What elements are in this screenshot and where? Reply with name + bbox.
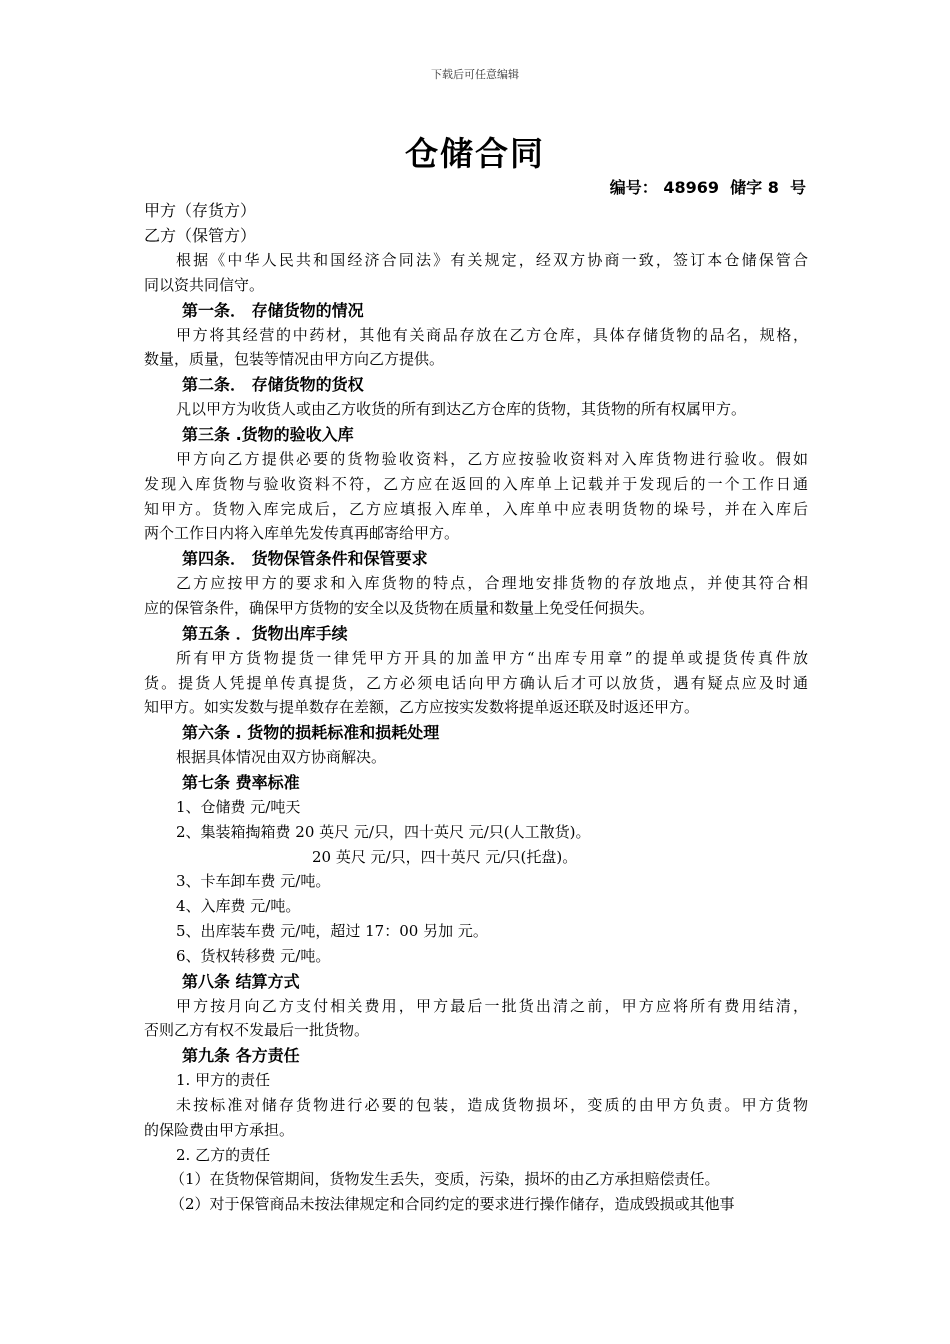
article-7-heading: 第七条 费率标准 (182, 772, 300, 792)
fee-item: 3、卡车卸车费 元/吨。 (176, 872, 331, 891)
article-6-heading: 第六条 . 货物的损耗标准和损耗处理 (182, 723, 440, 743)
article-6-line: 根据具体情况由双方协商解决。 (176, 748, 387, 767)
fee-item: 1、仓储费 元/吨天 (176, 797, 301, 816)
article-9-line: 1. 甲方的责任 (176, 1071, 271, 1090)
article-5-heading: 第五条 ．货物出库手续 (182, 623, 348, 643)
article-9-line: 的保险费由甲方承担。 (144, 1120, 295, 1139)
fee-item: 2、集装箱掏箱费 20 英尺 元/只，四十英尺 元/只(人工散货)。 (176, 822, 591, 841)
article-8-heading: 第八条 结算方式 (182, 971, 300, 991)
article-1-line: 数量，质量，包装等情况由甲方向乙方提供。 (144, 350, 445, 369)
article-9-line: 2. 乙方的责任 (176, 1145, 271, 1164)
article-9-heading: 第九条 各方责任 (182, 1046, 300, 1066)
article-8-line: 否则乙方有权不发最后一批货物。 (144, 1021, 370, 1040)
preamble-line: 根据《中华人民共和国经济合同法》有关规定，经双方协商一致，签订本仓储保管合 (176, 251, 808, 269)
party-a: 甲方（存货方） (144, 201, 257, 220)
article-9-line: 未按标准对储存货物进行必要的包装，造成货物损坏，变质的由甲方负责。甲方货物 (176, 1095, 808, 1114)
preamble-line: 同以资共同信守。 (144, 275, 265, 294)
article-3-line: 两个工作日内将入库单先发传真再邮寄给甲方。 (144, 524, 460, 543)
article-4-line: 乙方应按甲方的要求和入库货物的特点，合理地安排货物的存放地点，并使其符合相 (176, 574, 808, 593)
party-b: 乙方（保管方） (144, 226, 257, 245)
contract-body (144, 198, 808, 1217)
document-title: 仓储合同 (405, 134, 545, 173)
article-1-line: 甲方将其经营的中药材，其他有关商品存放在乙方仓库，具体存储货物的品名，规格， (176, 325, 808, 344)
article-4-heading: 第四条． 货物保管条件和保管要求 (182, 549, 428, 569)
article-4-line: 应的保管条件，确保甲方货物的安全以及货物在质量和数量上免受任何损失。 (144, 598, 655, 617)
fee-item: 20 英尺 元/只，四十英尺 元/只(托盘)。 (312, 847, 578, 866)
article-5-line: 知甲方。如实发数与提单数存在差额，乙方应按实发数将提单返还联及时返还甲方。 (144, 698, 700, 717)
fee-item: 5、出库装车费 元/吨，超过 17：00 另加 元。 (176, 921, 488, 940)
article-3-heading: 第三条 .货物的验收入库 (182, 424, 354, 444)
contract-number: 编号： 48969 储字 8 号 (609, 178, 806, 197)
article-1-heading: 第一条． 存储货物的情况 (182, 300, 364, 320)
header-note: 下载后可任意编辑 (431, 68, 519, 81)
article-2-heading: 第二条． 存储货物的货权 (182, 375, 364, 395)
article-3-line: 知甲方。货物入库完成后，乙方应填报入库单，入库单中应表明货物的垛号，并在入库后 (144, 499, 808, 518)
fee-item: 6、货权转移费 元/吨。 (176, 946, 331, 965)
article-3-line: 甲方向乙方提供必要的货物验收资料，乙方应按验收资料对入库货物进行验收。假如 (176, 449, 808, 468)
article-9-line: （1）在货物保管期间，货物发生丢失，变质，污染，损坏的由乙方承担赔偿责任。 (170, 1170, 720, 1189)
article-5-line: 货。提货人凭提单传真提货，乙方必须电话向甲方确认后才可以放货，遇有疑点应及时通 (144, 673, 808, 692)
article-8-line: 甲方按月向乙方支付相关费用，甲方最后一批货出清之前，甲方应将所有费用结清， (176, 996, 808, 1015)
fee-item: 4、入库费 元/吨。 (176, 897, 301, 916)
article-2-line: 凡以甲方为收货人或由乙方收货的所有到达乙方仓库的货物，其货物的所有权属甲方。 (176, 400, 747, 419)
article-9-line: （2）对于保管商品未按法律规定和合同约定的要求进行操作储存，造成毁损或其他事 (170, 1195, 735, 1214)
article-5-line: 所有甲方货物提货一律凭甲方开具的加盖甲方“出库专用章”的提单或提货传真件放 (176, 648, 808, 667)
article-3-line: 发现入库货物与验收资料不符，乙方应在返回的入库单上记载并于发现后的一个工作日通 (144, 474, 808, 493)
